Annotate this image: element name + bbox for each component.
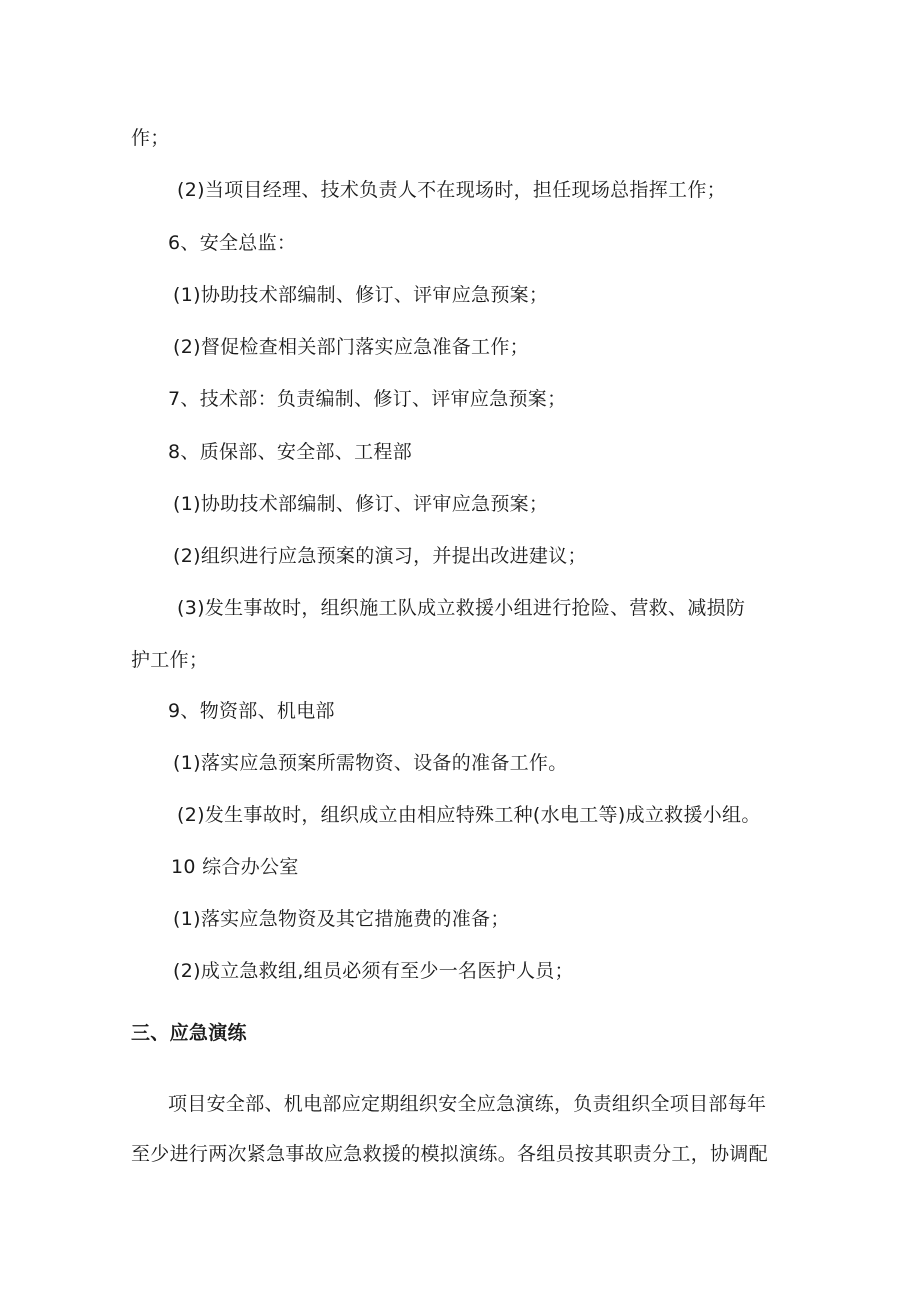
text-line: (2)组织进行应急预案的演习，并提出改进建议； — [173, 545, 587, 567]
list-heading: 7、技术部：负责编制、修订、评审应急预案； — [168, 388, 567, 410]
text-line: (1)协助技术部编制、修订、评审应急预案； — [173, 284, 549, 306]
list-heading: 10 综合办公室 — [171, 856, 299, 878]
section-heading: 三、应急演练 — [131, 1022, 247, 1044]
text-line: (1)协助技术部编制、修订、评审应急预案； — [173, 493, 549, 515]
text-line: (1)落实应急物资及其它措施费的准备； — [173, 908, 510, 930]
text-line: 作； — [131, 127, 170, 149]
list-heading: 8、质保部、安全部、工程部 — [168, 441, 412, 463]
text-line: (2)督促检查相关部门落实应急准备工作； — [173, 336, 529, 358]
text-line: (2)发生事故时，组织成立由相应特殊工种(水电工等)成立救援小组。 — [177, 804, 761, 826]
text-line: (3)发生事故时，组织施工队成立救援小组进行抢险、营救、减损防 — [177, 597, 746, 619]
text-line: (1)落实应急预案所需物资、设备的准备工作。 — [173, 752, 568, 774]
paragraph-line: 项目安全部、机电部应定期组织安全应急演练，负责组织全项目部每年 — [168, 1093, 767, 1115]
paragraph-line: 至少进行两次紧急事故应急救援的模拟演练。各组员按其职责分工，协调配 — [131, 1143, 768, 1165]
text-line: (2)成立急救组,组员必须有至少一名医护人员； — [173, 960, 574, 982]
text-line: 护工作； — [131, 649, 209, 671]
text-line: (2)当项目经理、技术负责人不在现场时，担任现场总指挥工作； — [177, 179, 726, 201]
list-heading: 6、安全总监： — [168, 232, 297, 254]
list-heading: 9、物资部、机电部 — [168, 700, 335, 722]
